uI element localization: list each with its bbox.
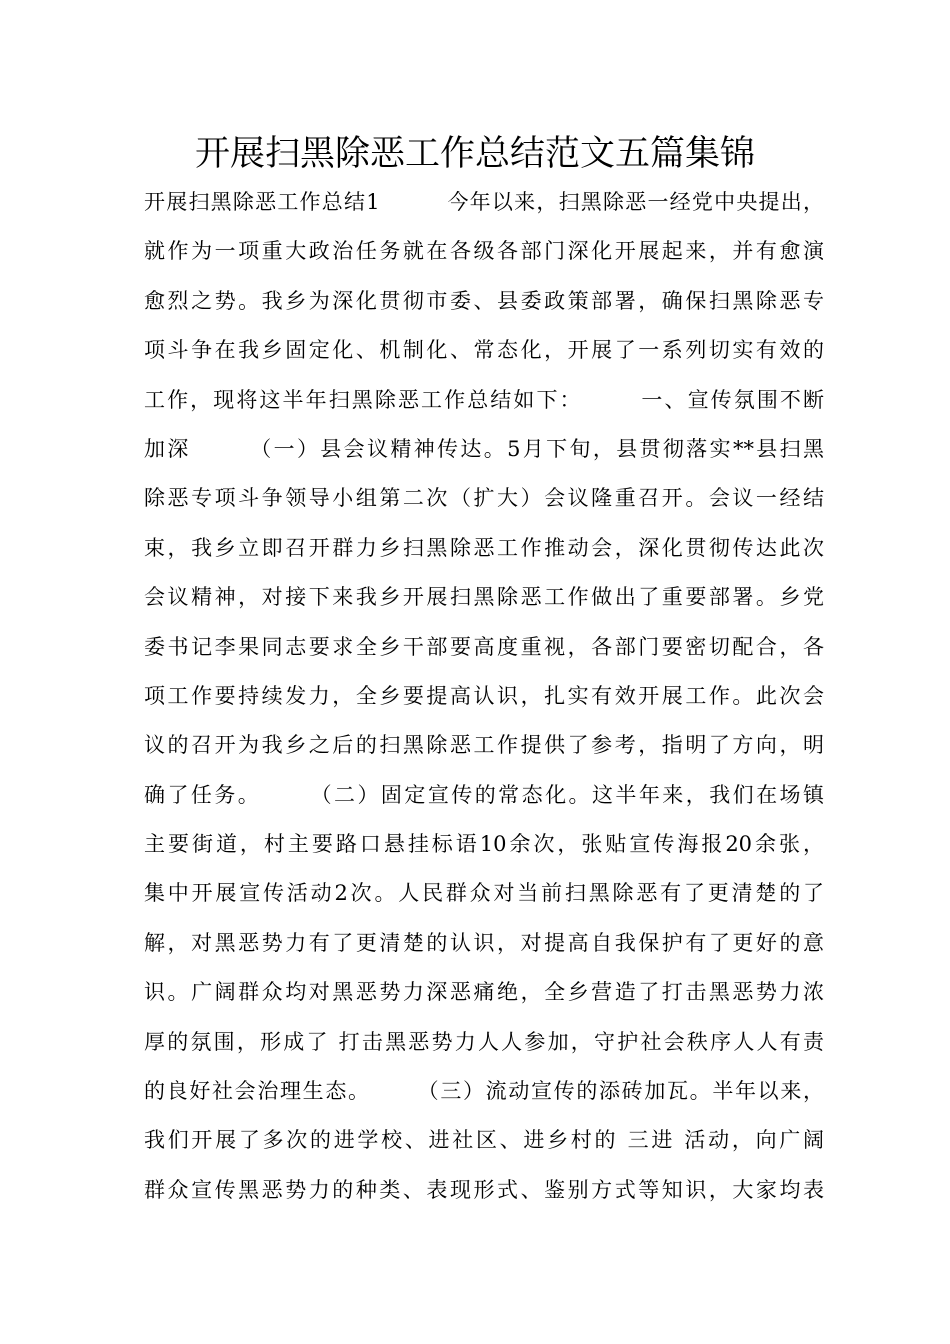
- body-line: 束，我乡立即召开群力乡扫黑除恶工作推动会，深化贯彻传达此次: [144, 535, 824, 560]
- body-line: 厚的氛围，形成了 打击黑恶势力人人参加，守护社会秩序人人有责: [144, 1029, 824, 1054]
- body-line: 项工作要持续发力，全乡要提高认识，扎实有效开展工作。此次会: [144, 683, 824, 708]
- body-line: 确了任务。 （二）固定宣传的常态化。这半年来，我们在场镇: [144, 782, 824, 807]
- body-line: 识。广阔群众均对黑恶势力深恶痛绝，全乡营造了打击黑恶势力浓: [144, 980, 824, 1005]
- body-line: 主要街道，村主要路口悬挂标语10余次，张贴宣传海报20余张，: [144, 832, 824, 857]
- body-line: 除恶专项斗争领导小组第二次（扩大）会议隆重召开。会议一经结: [144, 486, 824, 511]
- document-body: [144, 178, 824, 1215]
- body-line: 集中开展宣传活动2次。人民群众对当前扫黑除恶有了更清楚的了: [144, 881, 824, 906]
- body-line: 群众宣传黑恶势力的种类、表现形式、鉴别方式等知识，大家均表: [144, 1177, 824, 1202]
- body-line: 加深 （一）县会议精神传达。5月下旬，县贯彻落实**县扫黑: [144, 436, 824, 461]
- body-line: 开展扫黑除恶工作总结1 今年以来，扫黑除恶一经党中央提出，: [144, 190, 824, 214]
- body-line: 我们开展了多次的进学校、进社区、进乡村的 三进 活动，向广阔: [144, 1128, 824, 1153]
- body-line: 工作，现将这半年扫黑除恶工作总结如下： 一、宣传氛围不断: [144, 387, 824, 412]
- body-line: 议的召开为我乡之后的扫黑除恶工作提供了参考，指明了方向，明: [144, 733, 824, 758]
- body-line: 解，对黑恶势力有了更清楚的认识，对提高自我保护有了更好的意: [144, 930, 824, 955]
- body-line: 委书记李果同志要求全乡干部要高度重视，各部门要密切配合，各: [144, 634, 824, 659]
- body-line: 就作为一项重大政治任务就在各级各部门深化开展起来，并有愈演: [144, 239, 824, 264]
- body-line: 会议精神，对接下来我乡开展扫黑除恶工作做出了重要部署。乡党: [144, 585, 824, 610]
- body-line: 项斗争在我乡固定化、机制化、常态化，开展了一系列切实有效的: [144, 338, 824, 363]
- body-line: 的良好社会治理生态。 （三）流动宣传的添砖加瓦。半年以来，: [144, 1079, 824, 1104]
- body-line: 愈烈之势。我乡为深化贯彻市委、县委政策部署，确保扫黑除恶专: [144, 288, 824, 313]
- document-title: 开展扫黑除恶工作总结范文五篇集锦: [194, 134, 755, 174]
